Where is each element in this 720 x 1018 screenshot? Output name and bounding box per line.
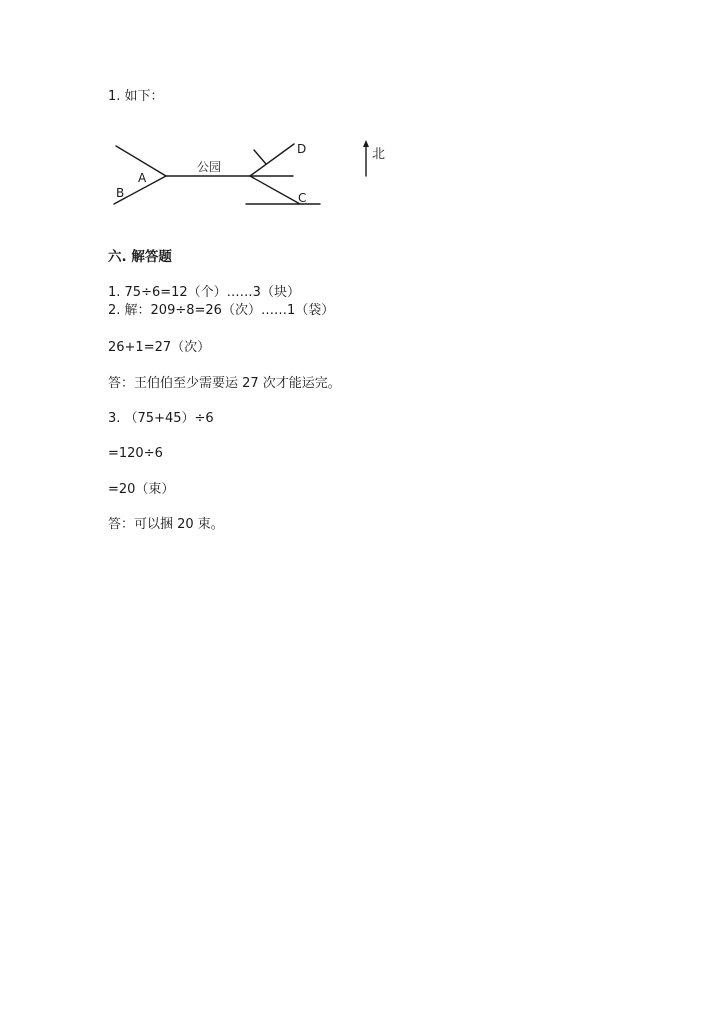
map-line-to-d xyxy=(250,144,294,176)
answer-2-line-2: 26+1=27（次） xyxy=(108,340,211,355)
map-label-a: A xyxy=(138,171,147,185)
map-label-b: B xyxy=(116,186,125,200)
answer-1: 1. 75÷6=12（个）……3（块） xyxy=(108,285,300,300)
answer-3-line-1: 3. （75+45）÷6 xyxy=(108,411,214,426)
map-label-d: D xyxy=(297,142,307,156)
north-arrow-head xyxy=(363,140,369,147)
map-label-c: C xyxy=(298,191,307,205)
direction-map-diagram xyxy=(108,136,398,216)
answer-3-conclusion: 答：可以捆 20 束。 xyxy=(108,517,224,532)
answer-3-line-3: =20（束） xyxy=(108,482,175,497)
map-line-d-branch xyxy=(254,150,266,164)
map-label-park: 公园 xyxy=(197,160,222,174)
q1-answer-intro: 1. 如下： xyxy=(108,89,164,104)
answer-2-conclusion: 答：王伯伯至少需要运 27 次才能运完。 xyxy=(108,376,341,391)
section-title: 六. 解答题 xyxy=(108,249,172,265)
answer-3-line-2: =120÷6 xyxy=(108,446,163,461)
map-label-north: 北 xyxy=(372,147,386,162)
map-line-to-c xyxy=(250,176,300,204)
answer-2-line-1: 2. 解：209÷8=26（次）……1（袋） xyxy=(108,303,335,318)
